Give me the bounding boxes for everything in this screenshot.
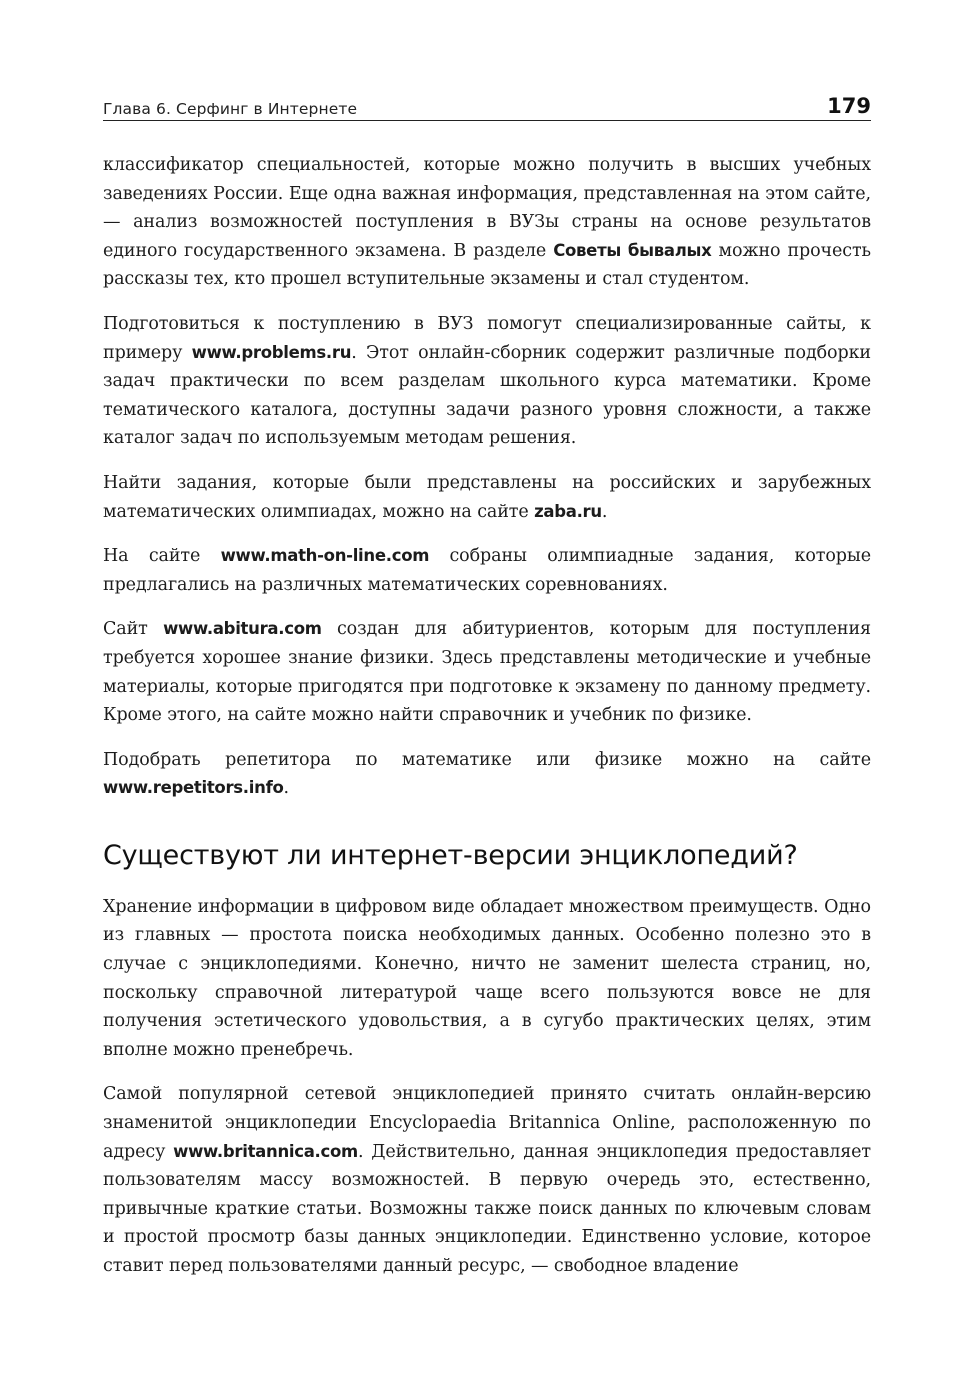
text-run: . Этот онлайн-сборник содержит различные подборки задач практически по всем разделам школьного курса математики. Кроме тематического каталога, доступны задачи разного уровня сложности, а также каталог задач по используемым методам решения. xyxy=(103,342,871,449)
text-run: можно прочесть рассказы тех, кто прошел вступительные экзамены и стал студентом. xyxy=(103,240,871,290)
body-text xyxy=(103,151,871,1281)
paragraph-5 xyxy=(103,615,871,729)
url-britannica: www.britannica.com xyxy=(173,1141,358,1161)
text-run: создан для абитуриентов, которым для поступления требуется хорошее знание физики. Здесь представлены методические и учебные материалы, которые пригодятся при подготовке к экзамену по данному предмету. Кроме этого, на сайте можно найти справочник и учебник по физике. xyxy=(103,619,871,726)
text-run: . xyxy=(601,501,608,522)
section-heading: Существуют ли интернет-версии энциклопедий? xyxy=(103,839,798,871)
paragraph-2 xyxy=(103,310,871,453)
page-number: 179 xyxy=(827,94,871,118)
book-page xyxy=(103,88,871,1297)
text-run: . Действительно, данная энциклопедия предоставляет пользователям массу возможностей. В первую очередь это, естественно, привычные краткие статьи. Возможны также поиск данных по ключевым словам и простой просмотр базы данных энциклопедии. Единственно условие, которое ставит перед пользователями данный ресурс, — свободное владение xyxy=(103,1141,871,1276)
paragraph-4 xyxy=(103,542,871,599)
chapter-title: Глава 6. Серфинг в Интернете xyxy=(103,100,358,118)
url-math-on-line: www.math-on-line.com xyxy=(220,546,430,566)
url-repetitors: www.repetitors.info xyxy=(103,778,284,798)
url-problems: www.problems.ru xyxy=(191,342,352,362)
text-run: Подготовиться к поступлению в ВУЗ помогут специализированные сайты, к примеру xyxy=(103,313,871,363)
url-zaba: zaba.ru xyxy=(534,501,602,521)
section-name-bold: Советы бывалых xyxy=(553,240,712,260)
paragraph-7 xyxy=(103,893,871,1065)
paragraph-8 xyxy=(103,1080,871,1280)
running-header xyxy=(103,88,871,121)
text-run: классификатор специальностей, которые можно получить в высших учебных заведениях России. Еще одна важная информация, представленная на этом сайте, — анализ возможностей поступления в ВУЗы страны на основе результатов единого государственного экзамена. В разделе xyxy=(103,155,871,261)
text-run: Найти задания, которые были представлены на российских и зарубежных математических олимпиадах, можно на сайте xyxy=(103,472,871,522)
paragraph-3 xyxy=(103,469,871,526)
text-run: собраны олимпиадные задания, которые предлагались на различных математических соревнованиях. xyxy=(103,546,871,595)
text-run: На сайте xyxy=(103,546,221,567)
text-run: Самой популярной сетевой энциклопедией принято считать онлайн-версию знаменитой энциклопедии Encyclopaedia Britannica Online, расположенную по адресу xyxy=(103,1084,871,1162)
paragraph-1 xyxy=(103,151,871,294)
text-run: Сайт xyxy=(103,619,164,640)
url-abitura: www.abitura.com xyxy=(163,619,322,639)
text-run: Подобрать репетитора по математике или физике можно на сайте xyxy=(103,749,871,770)
paragraph-6 xyxy=(103,746,871,803)
text-run: Хранение информации в цифровом виде обладает множеством преимуществ. Одно из главных — простота поиска необходимых данных. Особенно полезно это в случае с энциклопедиями. Конечно, ничто не заменит шелеста страниц, но, поскольку справочной литературой чаще всего пользуются вовсе не для получения эстетического удовольствия, а в сугубо практических целях, этим вполне можно пренебречь. xyxy=(103,896,871,1060)
text-run: . xyxy=(283,778,289,799)
